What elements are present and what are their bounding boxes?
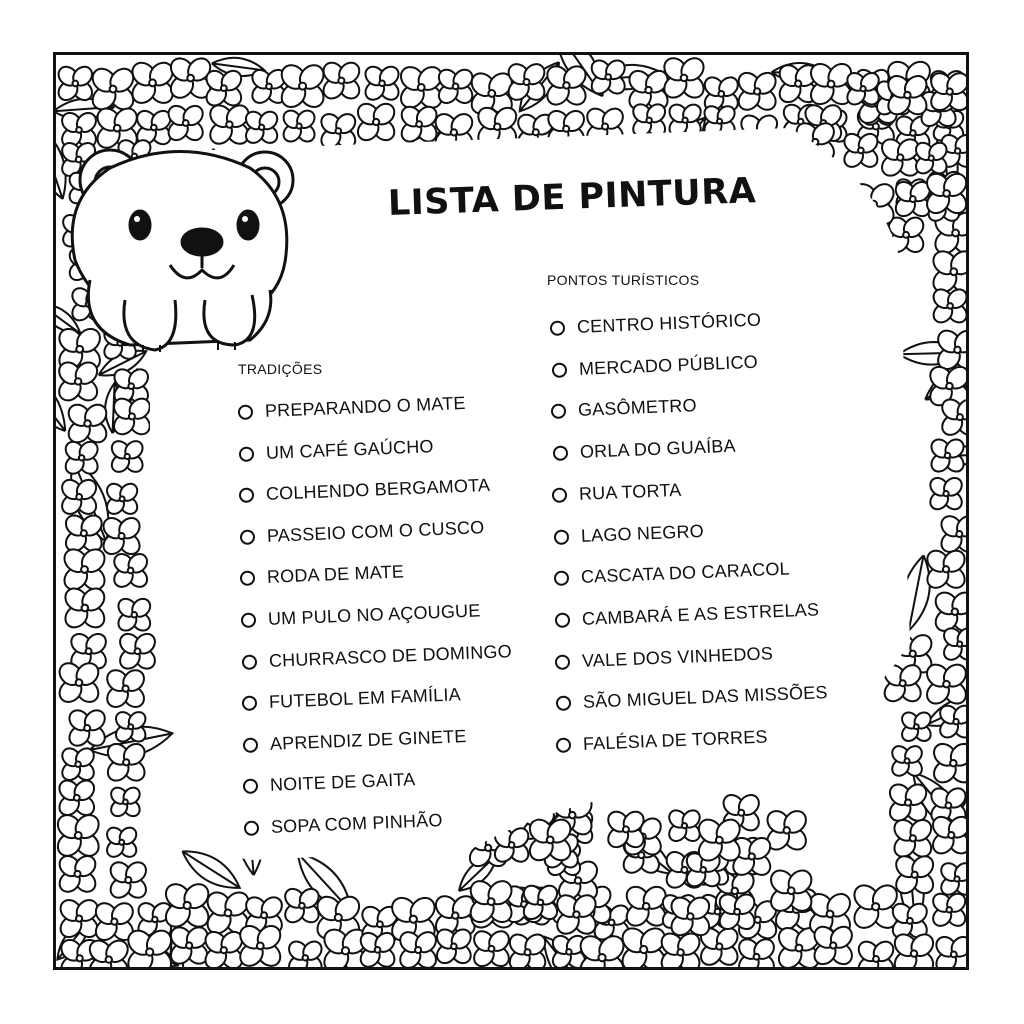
flower-icon <box>104 824 140 860</box>
circle-checkbox-icon[interactable] <box>242 696 258 712</box>
flower-icon <box>108 784 143 819</box>
flower-icon <box>319 59 363 103</box>
flower-icon <box>103 666 148 711</box>
flower-icon <box>242 108 280 146</box>
circle-checkbox-icon[interactable] <box>554 571 570 587</box>
circle-checkbox-icon[interactable] <box>551 404 567 420</box>
checklist-item-label: FUTEBOL EM FAMÍLIA <box>268 684 462 713</box>
circle-checkbox-icon[interactable] <box>553 445 569 461</box>
flower-icon <box>506 930 550 974</box>
checklist-item-label: RODA DE MATE <box>266 561 405 588</box>
flower-icon <box>281 885 322 926</box>
flower-icon <box>889 743 925 779</box>
flower-icon <box>55 63 96 104</box>
checklist-item-label: COLHENDO BERGAMOTA <box>265 475 491 505</box>
flower-icon <box>930 740 977 787</box>
circle-checkbox-icon[interactable] <box>555 654 571 670</box>
circle-checkbox-icon[interactable] <box>554 529 570 545</box>
flower-icon <box>890 816 935 861</box>
circle-checkbox-icon[interactable] <box>240 571 256 587</box>
flower-icon <box>930 286 971 327</box>
flower-icon <box>932 933 975 976</box>
flower-icon <box>666 807 703 845</box>
flower-icon <box>65 706 108 749</box>
circle-checkbox-icon[interactable] <box>239 446 255 462</box>
flower-icon <box>396 62 446 112</box>
flower-icon <box>115 595 154 634</box>
checklist-item-label: PASSEIO COM O CUSCO <box>266 516 485 546</box>
flower-icon <box>104 480 141 517</box>
flower-icon <box>128 58 177 107</box>
checklist-item-label: VALE DOS VINHEDOS <box>581 642 774 671</box>
circle-checkbox-icon[interactable] <box>555 612 571 628</box>
flower-icon <box>59 745 98 784</box>
flower-icon <box>354 100 399 145</box>
flower-icon <box>107 858 150 901</box>
checklist-item-label: UM CAFÉ GAÚCHO <box>265 435 435 463</box>
flower-icon <box>61 584 109 632</box>
circle-checkbox-icon[interactable] <box>244 820 260 836</box>
circle-checkbox-icon[interactable] <box>552 487 568 503</box>
flower-icon <box>56 852 100 896</box>
flower-icon <box>165 102 207 144</box>
circle-checkbox-icon[interactable] <box>556 737 572 753</box>
section-heading-traditions: TRADIÇÕES <box>238 361 323 377</box>
circle-checkbox-icon[interactable] <box>243 737 259 753</box>
flower-icon <box>929 247 979 297</box>
flower-icon <box>64 400 110 446</box>
flower-icon <box>116 630 159 673</box>
checklist-item-label: CASCATA DO CARACOL <box>580 558 791 588</box>
checklist-item-label: GASÔMETRO <box>577 395 698 421</box>
checklist-item-label: CHURRASCO DE DOMINGO <box>268 640 513 671</box>
flower-icon <box>55 777 98 819</box>
circle-checkbox-icon[interactable] <box>240 529 256 545</box>
circle-checkbox-icon[interactable] <box>552 362 568 378</box>
flower-icon <box>60 545 109 594</box>
flower-icon <box>362 63 403 104</box>
flower-icon <box>285 938 325 978</box>
checklist-item-label: LAGO NEGRO <box>580 520 705 546</box>
section-heading-tourist-spots: PONTOS TURÍSTICOS <box>547 272 700 288</box>
circle-checkbox-icon[interactable] <box>239 488 255 504</box>
circle-checkbox-icon[interactable] <box>550 320 566 336</box>
checklist-item-label: SÃO MIGUEL DAS MISSÕES <box>582 682 828 713</box>
checklist-item-label: CAMBARÁ E AS ESTRELAS <box>581 599 820 629</box>
bear-icon <box>72 150 293 352</box>
checklist-item-label: NOITE DE GAITA <box>269 769 416 796</box>
checklist-item-label: UM PULO NO AÇOUGUE <box>267 600 481 629</box>
flower-icon <box>927 474 966 512</box>
checklist-item-label: SOPA COM PINHÃO <box>270 810 443 837</box>
flower-icon <box>108 438 146 476</box>
checklist-item-label: CENTRO HISTÓRICO <box>576 309 762 337</box>
checklist-item-label: APRENDIZ DE GINETE <box>269 725 467 754</box>
circle-checkbox-icon[interactable] <box>243 779 259 795</box>
flower-icon <box>206 101 253 148</box>
flower-icon <box>938 860 977 899</box>
flower-icon <box>470 927 513 970</box>
checklist-item-label: FALÉSIA DE TORRES <box>582 726 769 754</box>
circle-checkbox-icon[interactable] <box>238 404 254 420</box>
circle-checkbox-icon[interactable] <box>242 654 258 670</box>
flower-icon <box>734 69 779 114</box>
flower-icon <box>735 935 778 978</box>
flower-icon <box>277 60 328 111</box>
flower-icon <box>53 810 103 860</box>
flower-icon <box>280 107 318 145</box>
flower-icon <box>923 546 969 592</box>
checklist-item-label: MERCADO PÚBLICO <box>578 351 759 379</box>
checklist-item-label: PREPARANDO O MATE <box>264 392 466 421</box>
flower-icon <box>855 938 897 981</box>
circle-checkbox-icon[interactable] <box>241 612 257 628</box>
checklist-item-label: ORLA DO GUAÍBA <box>579 435 737 463</box>
flower-icon <box>929 890 968 929</box>
flower-icon <box>923 660 971 708</box>
flower-icon <box>110 550 150 590</box>
circle-checkbox-icon[interactable] <box>556 696 572 712</box>
flower-icon <box>435 66 476 107</box>
page-title: LISTA DE PINTURA <box>387 171 757 224</box>
checklist-item-label: RUA TORTA <box>578 479 682 504</box>
flower-icon <box>899 709 934 744</box>
flower-icon <box>937 512 981 556</box>
